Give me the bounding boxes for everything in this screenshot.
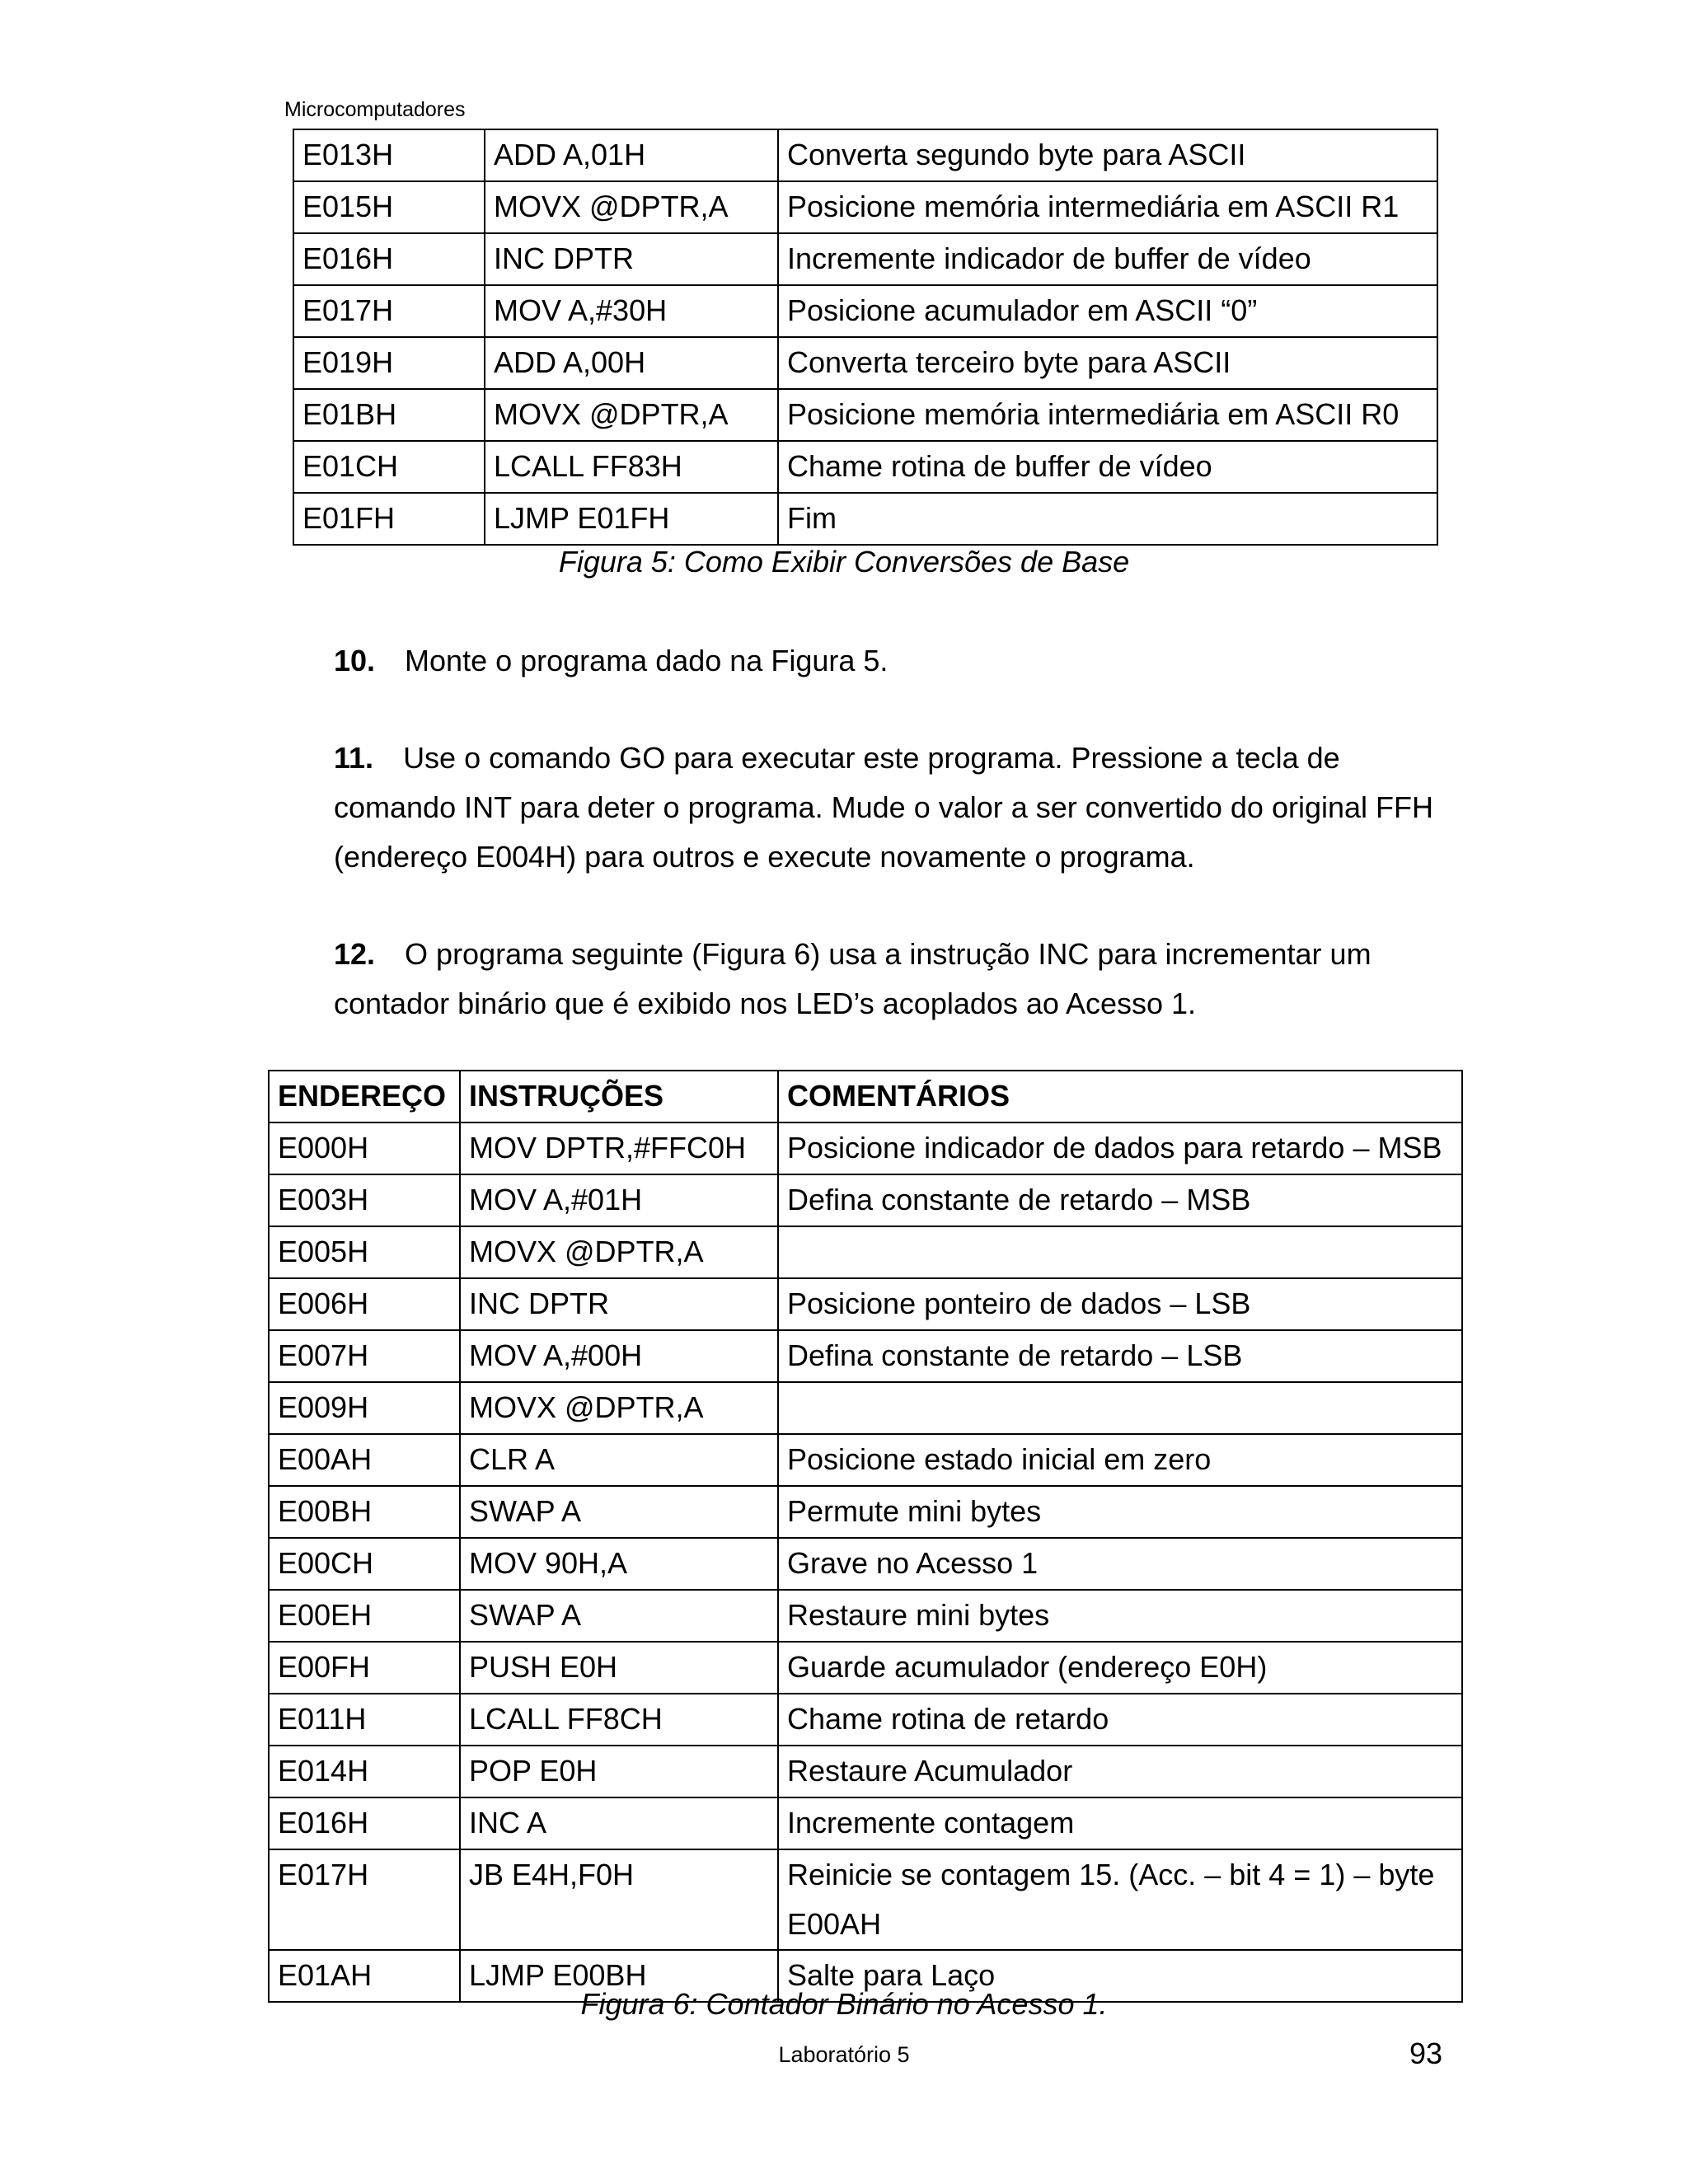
step-number: 10. xyxy=(334,644,376,677)
cell-comment: Posicione acumulador em ASCII “0” xyxy=(778,285,1437,337)
table-row xyxy=(269,1694,1462,1746)
cell-comment: Posicione ponteiro de dados – LSB xyxy=(778,1278,1462,1330)
cell-instruction: LCALL FF83H xyxy=(485,441,778,493)
cell-comment: Chame rotina de retardo xyxy=(778,1694,1462,1746)
cell-address: E013H xyxy=(293,129,485,181)
cell-instruction: MOV DPTR,#FFC0H xyxy=(460,1122,778,1174)
running-header: Microcomputadores xyxy=(284,98,466,121)
cell-comment: Chame rotina de buffer de vídeo xyxy=(778,441,1437,493)
cell-comment: Posicione estado inicial em zero xyxy=(778,1434,1462,1486)
cell-instruction: PUSH E0H xyxy=(460,1642,778,1694)
table-row xyxy=(269,1226,1462,1278)
cell-address: E00EH xyxy=(269,1590,460,1642)
cell-instruction: MOVX @DPTR,A xyxy=(460,1226,778,1278)
table-row xyxy=(293,337,1437,389)
cell-comment: Restaure Acumulador xyxy=(778,1746,1462,1797)
step-text: O programa seguinte (Figura 6) usa a instrução INC para incrementar um contador binário que é exibido nos LED’s acoplados ao Acesso 1. xyxy=(334,937,1372,1020)
footer-label: Laboratório 5 xyxy=(778,2042,910,2067)
step-11 xyxy=(334,733,1455,882)
cell-instruction: MOV A,#01H xyxy=(460,1174,778,1226)
cell-address: E009H xyxy=(269,1382,460,1434)
cell-instruction: LCALL FF8CH xyxy=(460,1694,778,1746)
table-row xyxy=(269,1746,1462,1797)
table-row xyxy=(293,181,1437,233)
cell-instruction: INC A xyxy=(460,1797,778,1849)
table-row xyxy=(269,1174,1462,1226)
cell-comment: Grave no Acesso 1 xyxy=(778,1538,1462,1590)
cell-address: E01AH xyxy=(269,1950,460,2002)
step-12 xyxy=(334,930,1455,1029)
cell-comment xyxy=(778,1226,1462,1278)
cell-address: E016H xyxy=(269,1797,460,1849)
cell-address: E015H xyxy=(293,181,485,233)
table-row xyxy=(269,1849,1462,1950)
cell-comment: Posicione memória intermediária em ASCII R1 xyxy=(778,181,1437,233)
cell-instruction: ADD A,01H xyxy=(485,129,778,181)
figure-6-caption: Figura 6: Contador Binário no Acesso 1. xyxy=(580,1987,1108,2021)
cell-address: E006H xyxy=(269,1278,460,1330)
cell-address: E007H xyxy=(269,1330,460,1382)
cell-comment: Incremente contagem xyxy=(778,1797,1462,1849)
table-row xyxy=(269,1486,1462,1538)
cell-address: E00CH xyxy=(269,1538,460,1590)
table-row xyxy=(293,389,1437,441)
cell-comment: Defina constante de retardo – MSB xyxy=(778,1174,1462,1226)
program-table-figure-5 xyxy=(293,129,1438,546)
cell-address: E011H xyxy=(269,1694,460,1746)
step-number: 11. xyxy=(334,741,374,775)
cell-address: E00AH xyxy=(269,1434,460,1486)
cell-address: E01CH xyxy=(293,441,485,493)
table-row xyxy=(269,1538,1462,1590)
cell-instruction: LJMP E00BH xyxy=(460,1950,778,2002)
table-row xyxy=(269,1590,1462,1642)
cell-instruction: MOVX @DPTR,A xyxy=(485,389,778,441)
figure-5-caption: Figura 5: Como Exibir Conversões de Base xyxy=(558,545,1130,579)
table-row xyxy=(269,1642,1462,1694)
cell-comment xyxy=(778,1382,1462,1434)
table-row xyxy=(269,1434,1462,1486)
table-row xyxy=(269,1382,1462,1434)
cell-instruction: MOV A,#30H xyxy=(485,285,778,337)
cell-instruction: MOV 90H,A xyxy=(460,1538,778,1590)
cell-instruction: POP E0H xyxy=(460,1746,778,1797)
cell-address: E00FH xyxy=(269,1642,460,1694)
step-text: Use o comando GO para executar este programa. Pressione a tecla de comando INT para deter o programa. Mude o valor a ser convertido do original FFH (endereço E004H) para outros e execute novamente o programa. xyxy=(334,741,1433,874)
cell-address: E01BH xyxy=(293,389,485,441)
table-row xyxy=(293,233,1437,285)
cell-comment: Guarde acumulador (endereço E0H) xyxy=(778,1642,1462,1694)
step-number: 12. xyxy=(334,937,376,971)
cell-comment: Converta terceiro byte para ASCII xyxy=(778,337,1437,389)
cell-comment: Posicione memória intermediária em ASCII R0 xyxy=(778,389,1437,441)
cell-instruction: MOVX @DPTR,A xyxy=(485,181,778,233)
table-row xyxy=(269,1797,1462,1849)
cell-instruction: MOVX @DPTR,A xyxy=(460,1382,778,1434)
step-10 xyxy=(334,636,1455,686)
cell-comment: Fim xyxy=(778,493,1437,545)
cell-comment: Salte para Laço xyxy=(778,1950,1462,2002)
cell-instruction: CLR A xyxy=(460,1434,778,1486)
cell-address: E019H xyxy=(293,337,485,389)
program-table-figure-6 xyxy=(268,1070,1463,2003)
cell-instruction: LJMP E01FH xyxy=(485,493,778,545)
cell-comment: Permute mini bytes xyxy=(778,1486,1462,1538)
page-number: 93 xyxy=(1409,2036,1443,2070)
table-row xyxy=(269,1330,1462,1382)
cell-address: E003H xyxy=(269,1174,460,1226)
cell-instruction: SWAP A xyxy=(460,1590,778,1642)
table-row xyxy=(293,493,1437,545)
table-row xyxy=(269,1278,1462,1330)
cell-address: E017H xyxy=(293,285,485,337)
table-row xyxy=(293,129,1437,181)
cell-instruction: MOV A,#00H xyxy=(460,1330,778,1382)
cell-address: E005H xyxy=(269,1226,460,1278)
cell-instruction: SWAP A xyxy=(460,1486,778,1538)
cell-instruction: INC DPTR xyxy=(460,1278,778,1330)
table-row xyxy=(293,441,1437,493)
header-address: ENDEREÇO xyxy=(269,1071,460,1122)
header-instructions: INSTRUÇÕES xyxy=(460,1071,778,1122)
step-text: Monte o programa dado na Figura 5. xyxy=(405,644,889,677)
cell-instruction: INC DPTR xyxy=(485,233,778,285)
header-comments: COMENTÁRIOS xyxy=(778,1071,1462,1122)
cell-address: E01FH xyxy=(293,493,485,545)
cell-address: E014H xyxy=(269,1746,460,1797)
cell-comment: Incremente indicador de buffer de vídeo xyxy=(778,233,1437,285)
cell-comment: Restaure mini bytes xyxy=(778,1590,1462,1642)
cell-comment: Converta segundo byte para ASCII xyxy=(778,129,1437,181)
cell-comment: Posicione indicador de dados para retardo – MSB xyxy=(778,1122,1462,1174)
cell-comment: Defina constante de retardo – LSB xyxy=(778,1330,1462,1382)
cell-address: E017H xyxy=(269,1849,460,1950)
table-row xyxy=(293,285,1437,337)
cell-instruction: ADD A,00H xyxy=(485,337,778,389)
cell-address: E016H xyxy=(293,233,485,285)
table-header-row xyxy=(269,1071,1462,1122)
cell-comment: Reinicie se contagem 15. (Acc. – bit 4 = 1) – byte E00AH xyxy=(778,1849,1462,1950)
cell-instruction: JB E4H,F0H xyxy=(460,1849,778,1950)
cell-address: E000H xyxy=(269,1122,460,1174)
table-row xyxy=(269,1122,1462,1174)
cell-address: E00BH xyxy=(269,1486,460,1538)
